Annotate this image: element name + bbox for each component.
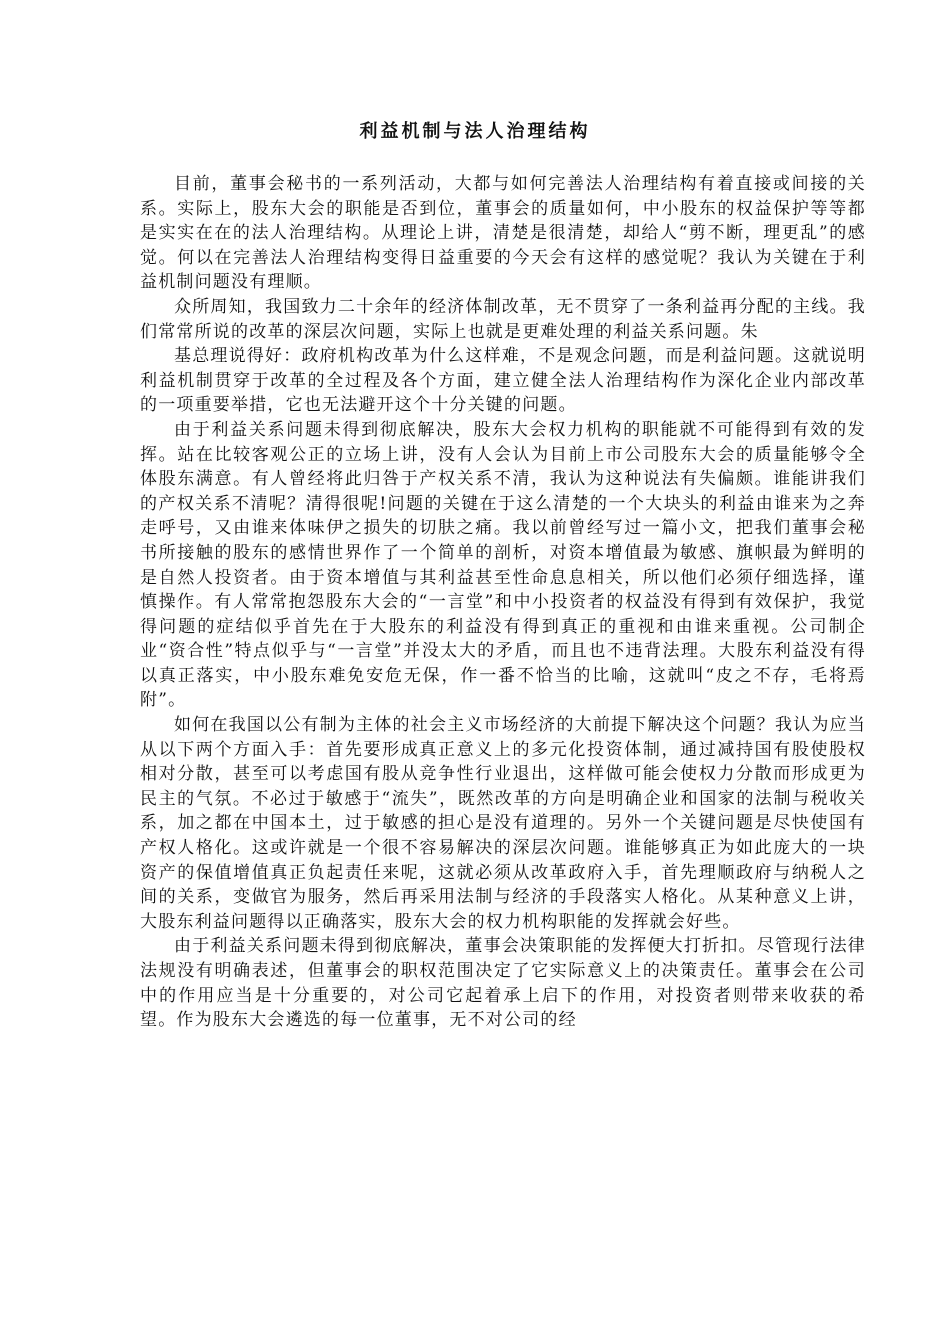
paragraph-2: 众所周知，我国致力二十余年的经济体制改革，无不贯穿了一条利益再分配的主线。我们常常所说的改革的深层次问题，实际上也就是更难处理的利益关系问题。朱 [140,296,866,342]
paragraph-3: 基总理说得好：政府机构改革为什么这样难，不是观念问题，而是利益问题。这就说明利益机制贯穿于改革的全过程及各个方面，建立健全法人治理结构作为深化企业内部改革的一项重要举措，它也无法避开这个十分关键的问题。 [140,346,866,416]
paragraph-6: 由于利益关系问题未得到彻底解决，董事会决策职能的发挥便大打折扣。尽管现行法律法规没有明确表述，但董事会的职权范围决定了它实际意义上的决策责任。董事会在公司中的作用应当是十分重要的，对公司它起着承上启下的作用，对投资者则带来收获的希望。作为股东大会遴选的每一位董事，无不对公司的经 [140,936,866,1031]
document-body [140,172,866,1033]
document-title: 利益机制与法人治理结构 [359,121,591,142]
paragraph-1: 目前，董事会秘书的一系列活动，大都与如何完善法人治理结构有着直接或间接的关系。实际上，股东大会的职能是否到位，董事会的质量如何，中小股东的权益保护等等都是实实在在的法人治理结构。从理论上讲，清楚是很清楚，却给人“剪不断，理更乱”的感觉。何以在完善法人治理结构变得日益重要的今天会有这样的感觉呢？我认为关键在于利益机制问题没有理顺。 [140,174,866,293]
paragraph-5: 如何在我国以公有制为主体的社会主义市场经济的大前提下解决这个问题？我认为应当从以下两个方面入手：首先要形成真正意义上的多元化投资体制，通过减持国有股使股权相对分散，甚至可以考虑国有股从竞争性行业退出，这样做可能会使权力分散而形成更为民主的气氛。不必过于敏感于“流失”，既然改革的方向是明确企业和国家的法制与税收关系，加之都在中国本土，过于敏感的担心是没有道理的。另外一个关键问题是尽快使国有产权人格化。这或许就是一个很不容易解决的深层次问题。谁能够真正为如此庞大的一块资产的保值增值真正负起责任来呢，这就必须从改革政府入手，首先理顺政府与纳税人之间的关系，变做官为服务，然后再采用法制与经济的手段落实人格化。从某种意义上讲，大股东利益问题得以正确落实，股东大会的权力机构职能的发挥就会好些。 [140,715,866,932]
paragraph-4: 由于利益关系问题未得到彻底解决，股东大会权力机构的职能就不可能得到有效的发挥。站在比较客观公正的立场上讲，没有人会认为目前上市公司股东大会的质量能够令全体股东满意。有人曾经将此归咎于产权关系不清，我认为这种说法有失偏颇。谁能讲我们的产权关系不清呢？清得很呢!问题的关键在于这么清楚的一个大块头的利益由谁来为之奔走呼号，又由谁来体味伊之损失的切肤之痛。我以前曾经写过一篇小文，把我们董事会秘书所接触的股东的感情世界作了一个简单的剖析，对资本增值最为敏感、旗帜最为鲜明的是自然人投资者。由于资本增值与其利益甚至性命息息相关，所以他们必须仔细选择，谨慎操作。有人常常抱怨股东大会的“一言堂”和中小投资者的权益没有得到有效保护，我觉得问题的症结似乎首先在于大股东的利益没有得到真正的重视和由谁来重视。公司制企业“资合性”特点似乎与“一言堂”并没太大的矛盾，而且也不违背法理。大股东利益没有得以真正落实，中小股东难免安危无保，作一番不恰当的比喻，这就叫“皮之不存，毛将焉附”。 [140,419,866,711]
